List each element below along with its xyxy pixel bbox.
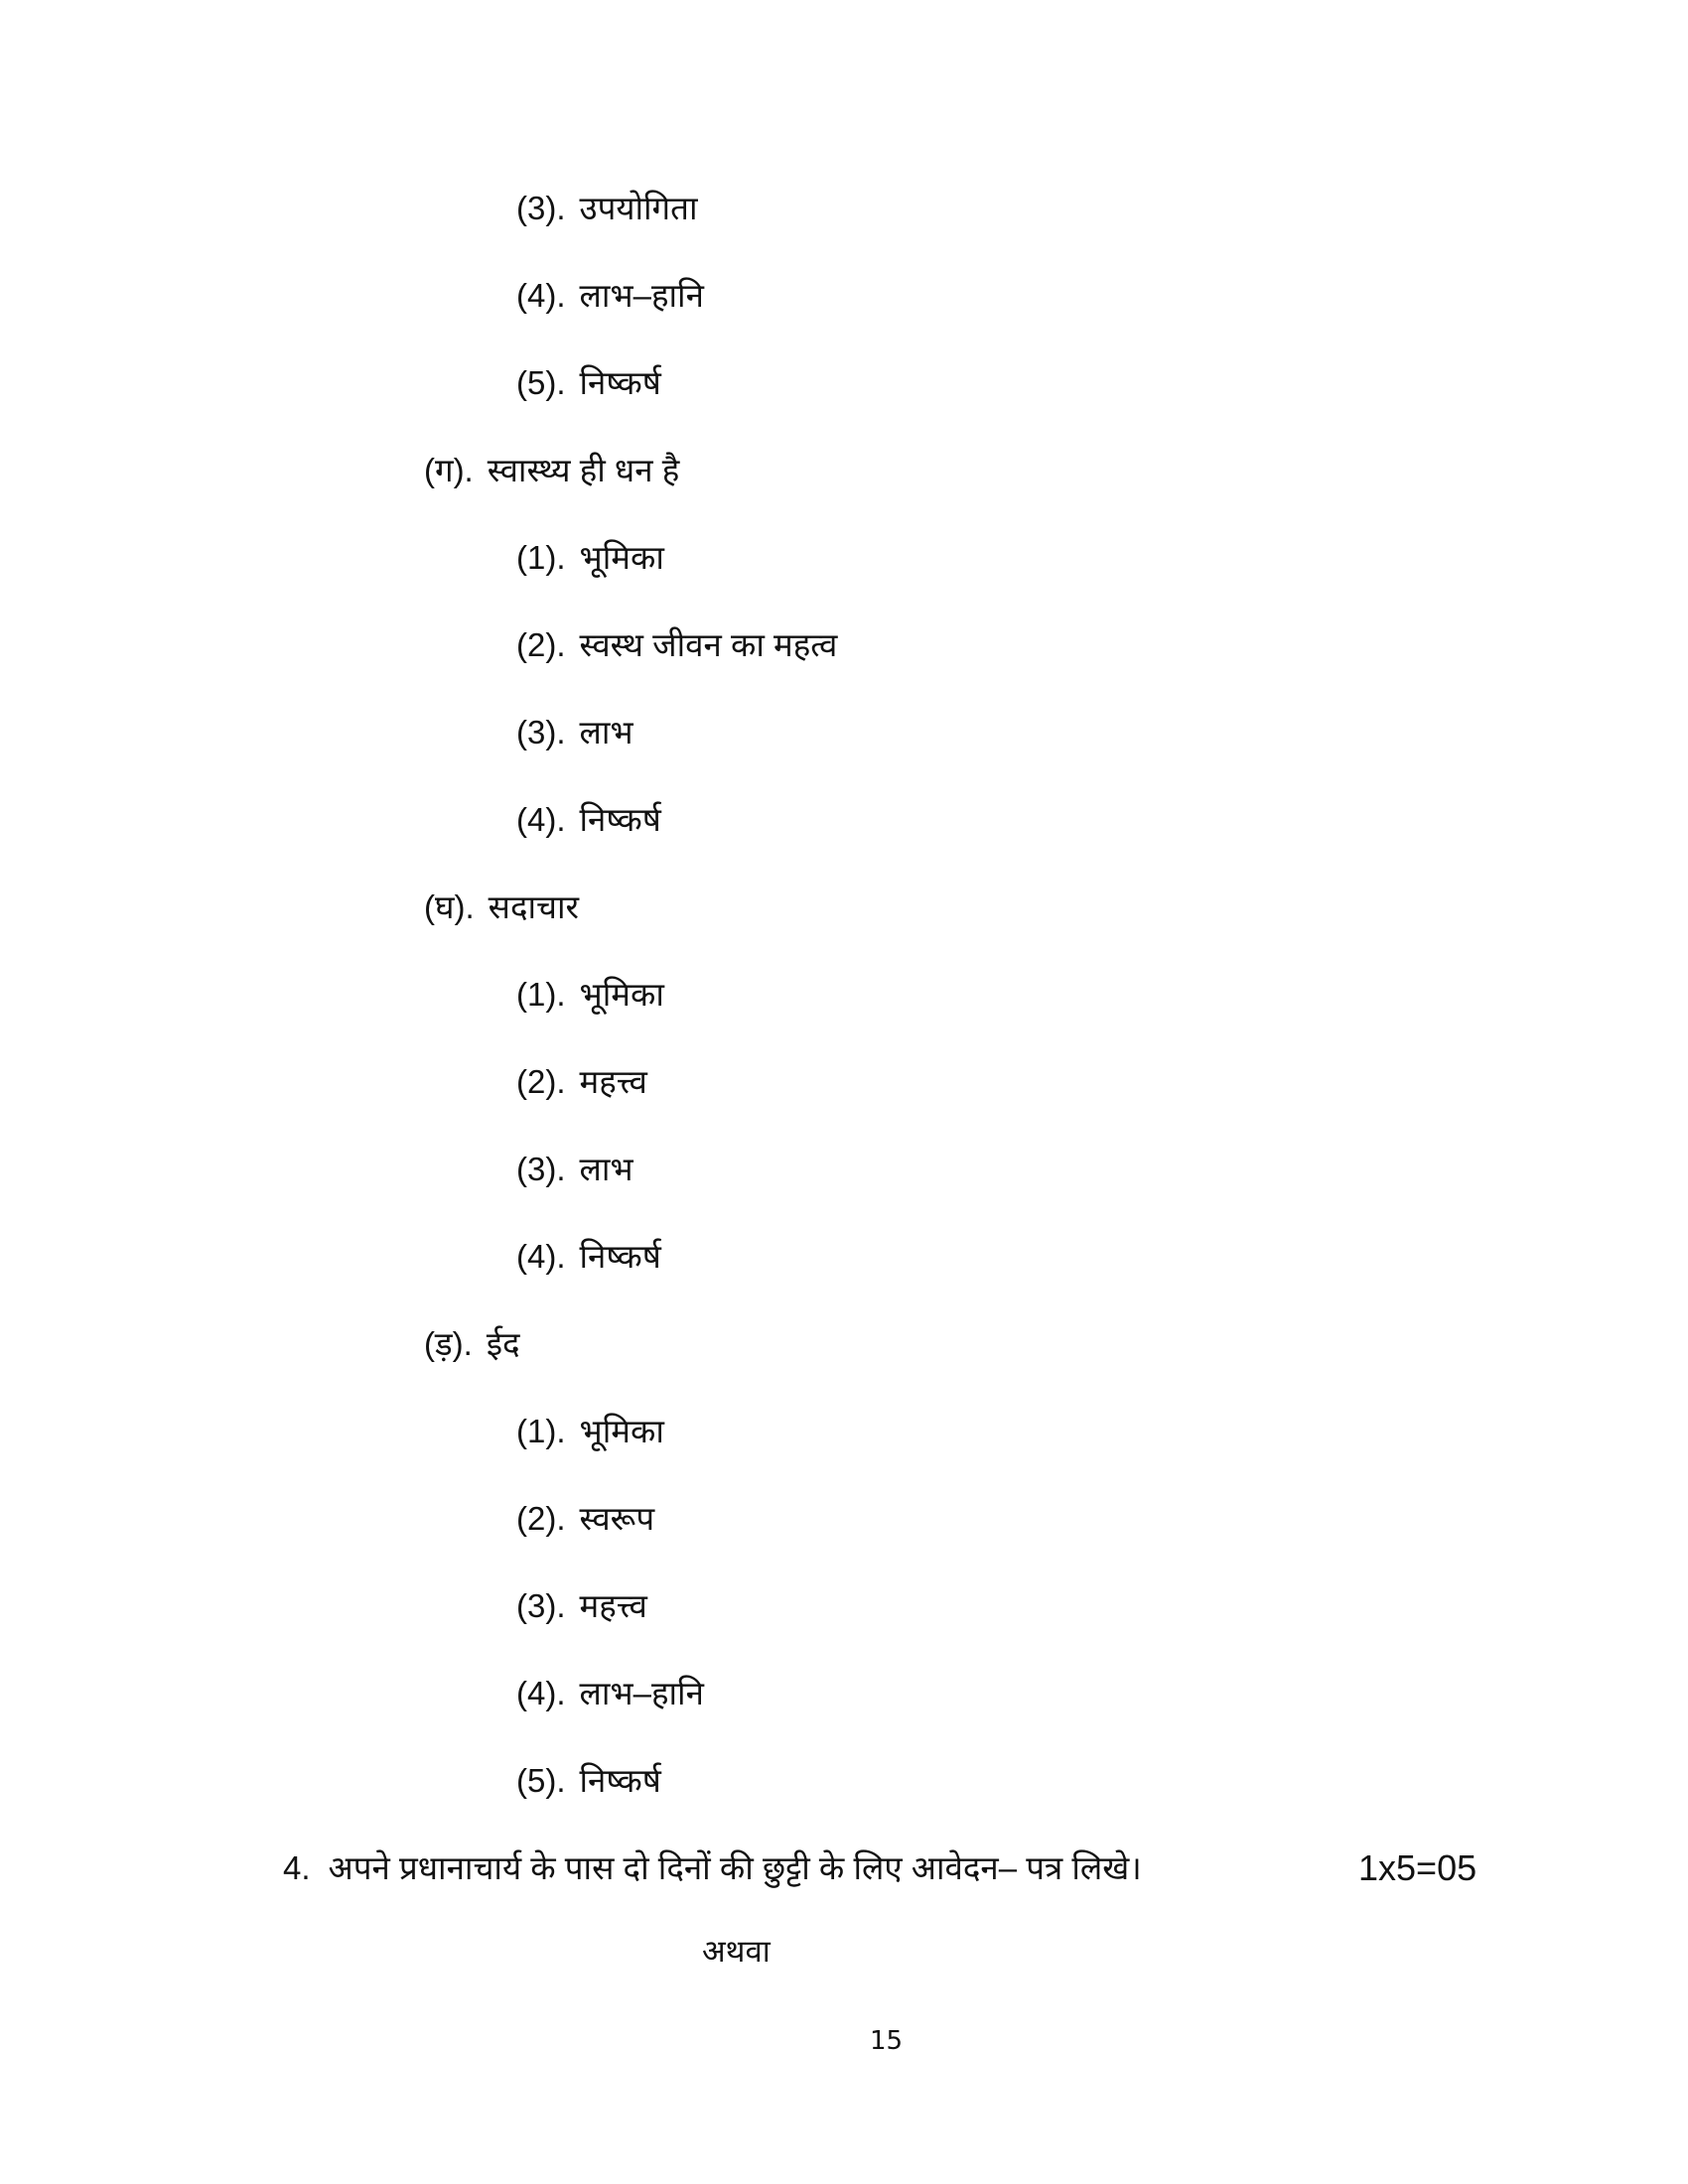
topic-title: स्वास्थ्य ही धन है [487,452,680,488]
outline-item [516,973,664,1017]
item-number: (5). [516,1762,566,1799]
item-text: महत्त्व [579,1587,647,1624]
page-number: 15 [870,2026,904,2056]
topic-title: सदाचार [488,888,580,925]
item-number: (3). [516,714,566,751]
outline-item [516,1235,661,1279]
outline-item [516,1759,661,1803]
question-marks: 1x5=05 [1358,1847,1477,1888]
item-number: (2). [516,626,566,663]
or-separator: अथवा [702,1934,771,1969]
essay-topic-heading [424,1322,520,1366]
outline-item [516,623,837,667]
item-text: महत्त्व [579,1063,647,1100]
item-number: (1). [516,1413,566,1449]
item-number: (5). [516,364,566,401]
item-number: (4). [516,1675,566,1711]
topic-label: (ग). [424,452,474,488]
item-text: निष्कर्ष [579,801,661,838]
item-text: लाभ [579,714,633,751]
outline-item [516,361,661,405]
item-text: निष्कर्ष [579,1238,661,1275]
item-number: (2). [516,1500,566,1537]
item-number: (4). [516,801,566,838]
item-number: (3). [516,1587,566,1624]
outline-item [516,1060,647,1104]
item-text: भूमिका [579,1413,664,1449]
item-text: लाभ–हानि [579,277,704,314]
item-number: (4). [516,1238,566,1275]
question-number: 4. [283,1849,311,1886]
item-text: उपयोगिता [579,190,698,226]
item-text: भूमिका [579,539,664,576]
item-number: (1). [516,976,566,1013]
item-text: स्वस्थ जीवन का महत्व [579,626,838,663]
question-text: अपने प्रधानाचार्य के पास दो दिनों की छुट्टी के लिए आवेदन– पत्र लिखे। [328,1849,1142,1886]
outline-item [516,1672,704,1715]
item-number: (1). [516,539,566,576]
item-number: (3). [516,1151,566,1187]
outline-item [516,1410,664,1453]
topic-label: (ड़). [424,1325,473,1362]
item-text: भूमिका [579,976,664,1013]
outline-item [516,1497,654,1541]
item-number: (3). [516,190,566,226]
item-number: (4). [516,277,566,314]
item-text: लाभ–हानि [579,1675,704,1711]
item-number: (2). [516,1063,566,1100]
item-text: स्वरूप [579,1500,655,1537]
essay-topic-heading [424,886,579,929]
outline-item [516,187,698,230]
item-text: निष्कर्ष [579,1762,661,1799]
topic-label: (घ). [424,888,475,925]
item-text: निष्कर्ष [579,364,661,401]
essay-topic-heading [424,449,679,492]
topic-title: ईद [486,1325,520,1362]
outline-item [516,274,704,318]
outline-item [516,711,633,754]
outline-item [516,1148,633,1191]
outline-item [516,798,661,842]
item-text: लाभ [579,1151,633,1187]
question-4 [283,1846,1477,1890]
outline-item [516,1584,647,1628]
outline-item [516,536,664,580]
